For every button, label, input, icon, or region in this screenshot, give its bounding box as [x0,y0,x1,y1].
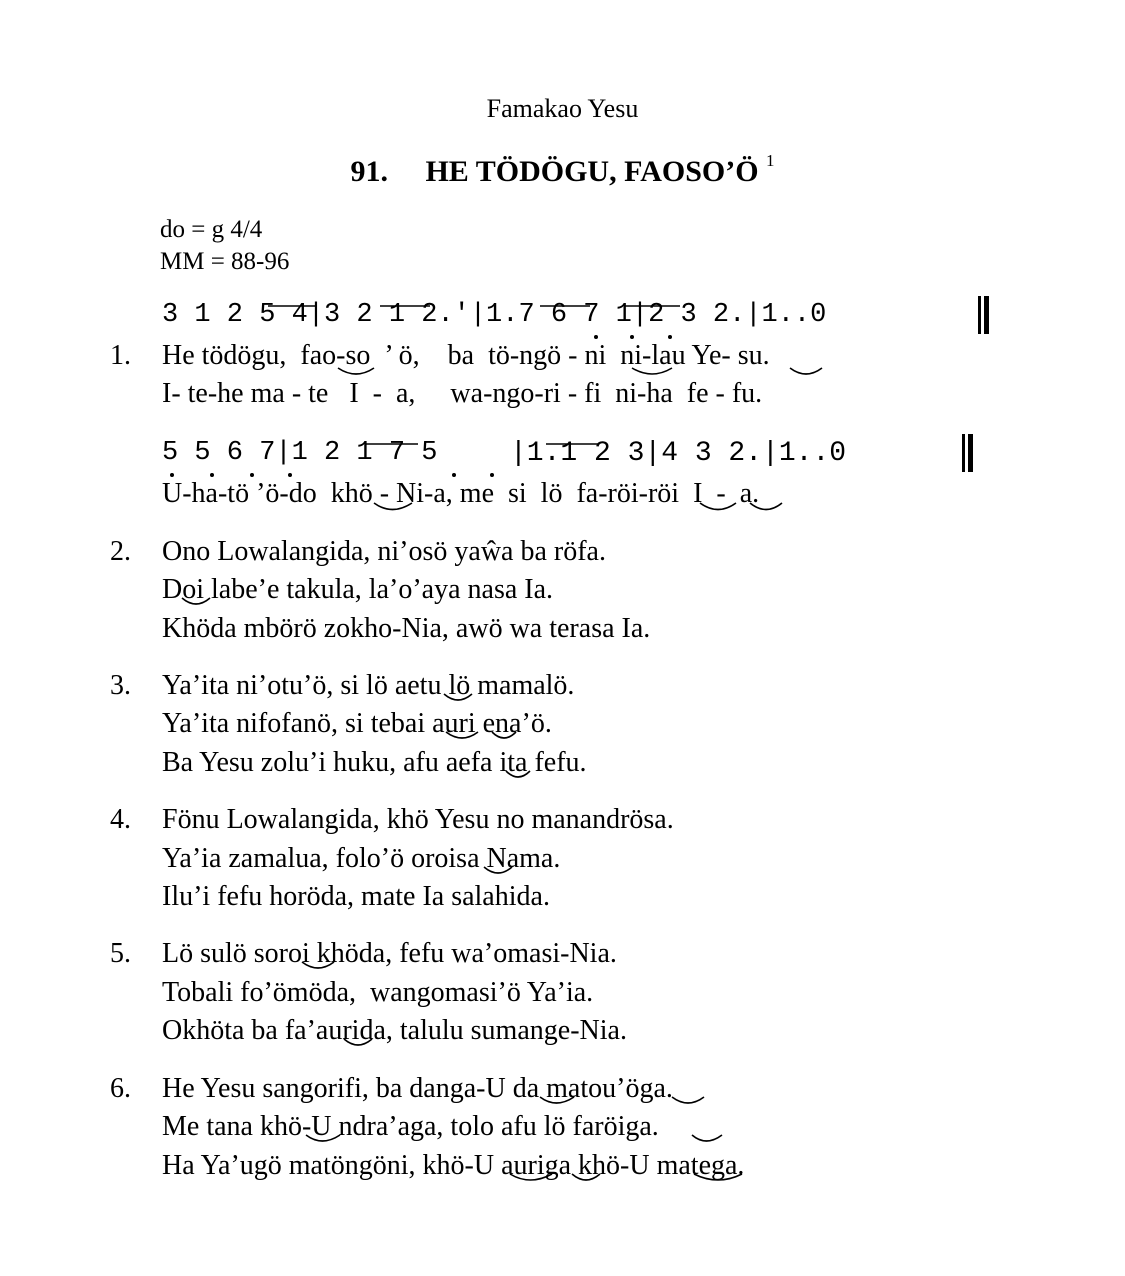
notation-line-2b: |1.1 2 3|4 3 2.|1..0 [510,438,847,469]
lyric-line: I- te-he ma - te I - a, wa-ngo-ri - fi ni-ha fe - fu. [162,378,763,409]
verse-line: Tobali fo’ömöda, wangomasi’ö Ya’ia. [162,977,594,1008]
key-signature: do = g 4/4 [160,216,263,243]
verse-line: Khöda mbörö zokho-Nia, awö wa terasa Ia. [162,613,651,644]
verse-number: 6. [110,1073,131,1104]
hymn-title [0,151,1125,189]
verse-number: 4. [110,804,131,835]
notation-line-1: 3 1 2 5 4|3 2 1 2.'|1.7 6 7 1|2 3 2.|1..0 [162,300,827,330]
verse-line: Ya’ia zamalua, folo’ö oroisa Nama. [162,843,561,874]
verse-number: 5. [110,938,131,969]
lyric-line: He tödögu, fao-so ’ ö, ba tö-ngö - ni ni-lau Ye- su. [162,340,770,371]
notation-line-2a: 5 5 6 7|1 2 1 7 5 [162,438,438,468]
verse-number: 2. [110,536,131,567]
hymn-title-text: HE TÖDÖGU, FAOSO’Ö [425,155,759,188]
final-barline-thick [984,296,989,334]
verse-line: Ya’ita ni’otu’ö, si lö aetu lö mamalö. [162,670,575,701]
verse-line: Lö sulö soroi khöda, fefu wa’omasi-Nia. [162,938,617,969]
footnote-marker: 1 [766,151,775,170]
final-barline [978,296,981,334]
section-header: Famakao Yesu [486,94,639,123]
verse-line: Ba Yesu zolu’i huku, afu aefa ita fefu. [162,747,587,778]
final-barline-thick [968,434,973,472]
lyric-line: U-ha-tö ’ö-do khö - Ni-a, me si lö fa-röi-röi I - a. [162,478,760,509]
verse-line: Doi labe’e takula, la’o’aya nasa Ia. [162,574,554,605]
verse-line: Okhöta ba fa’aurida, talulu sumange-Nia. [162,1015,627,1046]
verse-number: 3. [110,670,131,701]
verse-line: Me tana khö-U ndra’aga, tolo afu lö faröiga. [162,1111,659,1142]
verse-line: Ono Lowalangida, ni’osö yaŵa ba röfa. [162,536,606,567]
verse-number: 1. [110,340,131,371]
verse-line: He Yesu sangorifi, ba danga-U da matou’öga. [162,1073,673,1104]
final-barline [962,434,965,472]
verse-line: Ha Ya’ugö matöngöni, khö-U auriga khö-U matega. [162,1150,745,1181]
verse-line: Ilu’i fefu horöda, mate Ia salahida. [162,881,550,912]
tempo-marking: MM = 88-96 [160,248,290,275]
verse-line: Fönu Lowalangida, khö Yesu no manandrösa. [162,804,674,835]
hymn-number: 91. [350,155,388,188]
verse-line: Ya’ita nifofanö, si tebai auri ena’ö. [162,708,552,739]
